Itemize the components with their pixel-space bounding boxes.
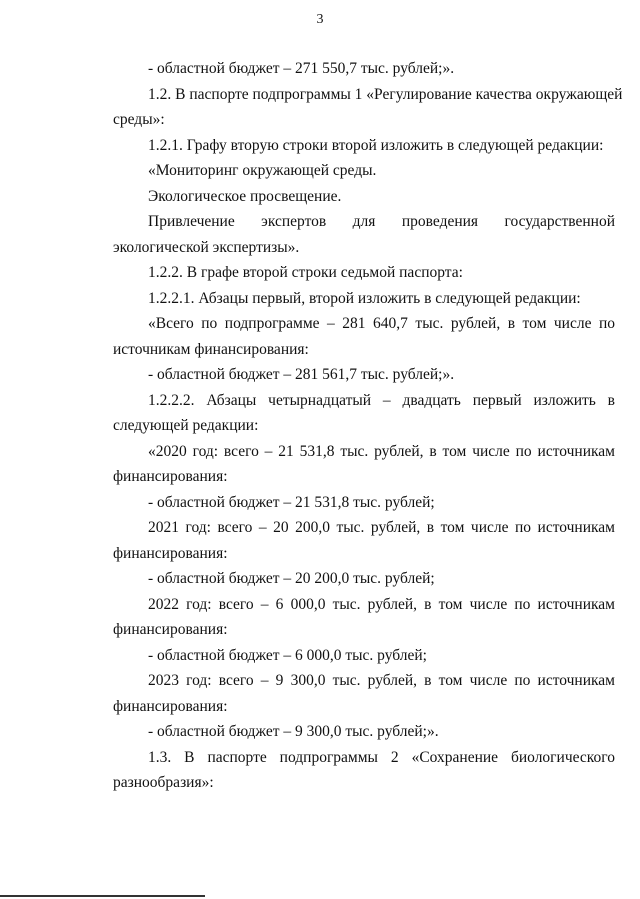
- text-line: - областной бюджет – 6 000,0 тыс. рублей;: [148, 646, 427, 664]
- text-line: - областной бюджет – 271 550,7 тыс. рублей;».: [148, 60, 455, 77]
- text-line: 1.2.2. В графе второй строки седьмой паспорта:: [148, 264, 463, 281]
- text-line: Экологическое просвещение.: [148, 187, 342, 205]
- page-number: 3: [316, 12, 324, 27]
- text-line: «Всего по подпрограмме – 281 640,7 тыс. рублей, в том числе по: [148, 315, 615, 332]
- footer-rule: [0, 895, 205, 897]
- document-body: [113, 56, 623, 796]
- text-line: среды»:: [113, 111, 165, 128]
- text-line: источникам финансирования:: [113, 340, 309, 358]
- text-line: финансирования:: [113, 621, 228, 638]
- text-line: 1.2.1. Графу вторую строки второй изложить в следующей редакции:: [148, 136, 604, 154]
- text-line: «2020 год: всего – 21 531,8 тыс. рублей, в том числе по источникам: [148, 442, 615, 460]
- text-line: - областной бюджет – 9 300,0 тыс. рублей;».: [148, 723, 439, 740]
- text-line: 1.2. В паспорте подпрограммы 1 «Регулирование качества окружающей: [148, 85, 623, 103]
- text-line: «Мониторинг окружающей среды.: [148, 162, 377, 179]
- text-line: 1.3. В паспорте подпрограммы 2 «Сохранение биологического: [148, 748, 615, 766]
- text-line: Привлечение экспертов для проведения государственной: [148, 213, 615, 230]
- text-line: 1.2.2.2. Абзацы четырнадцатый – двадцать первый изложить в: [148, 391, 615, 409]
- text-line: 2023 год: всего – 9 300,0 тыс. рублей, в том числе по источникам: [148, 672, 615, 689]
- text-line: 2022 год: всего – 6 000,0 тыс. рублей, в том числе по источникам: [148, 595, 615, 613]
- text-line: следующей редакции:: [113, 417, 259, 434]
- text-line: разнообразия»:: [113, 774, 214, 791]
- text-line: финансирования:: [113, 544, 228, 562]
- text-line: финансирования:: [113, 468, 228, 485]
- text-line: - областной бюджет – 21 531,8 тыс. рублей;: [148, 493, 435, 511]
- text-line: 2021 год: всего – 20 200,0 тыс. рублей, в том числе по источникам: [148, 519, 615, 536]
- text-line: 1.2.2.1. Абзацы первый, второй изложить в следующей редакции:: [148, 289, 581, 307]
- text-line: финансирования:: [113, 697, 228, 715]
- text-line: - областной бюджет – 281 561,7 тыс. рублей;».: [148, 366, 455, 383]
- text-line: экологической экспертизы».: [113, 238, 300, 256]
- text-line: - областной бюджет – 20 200,0 тыс. рублей;: [148, 570, 435, 587]
